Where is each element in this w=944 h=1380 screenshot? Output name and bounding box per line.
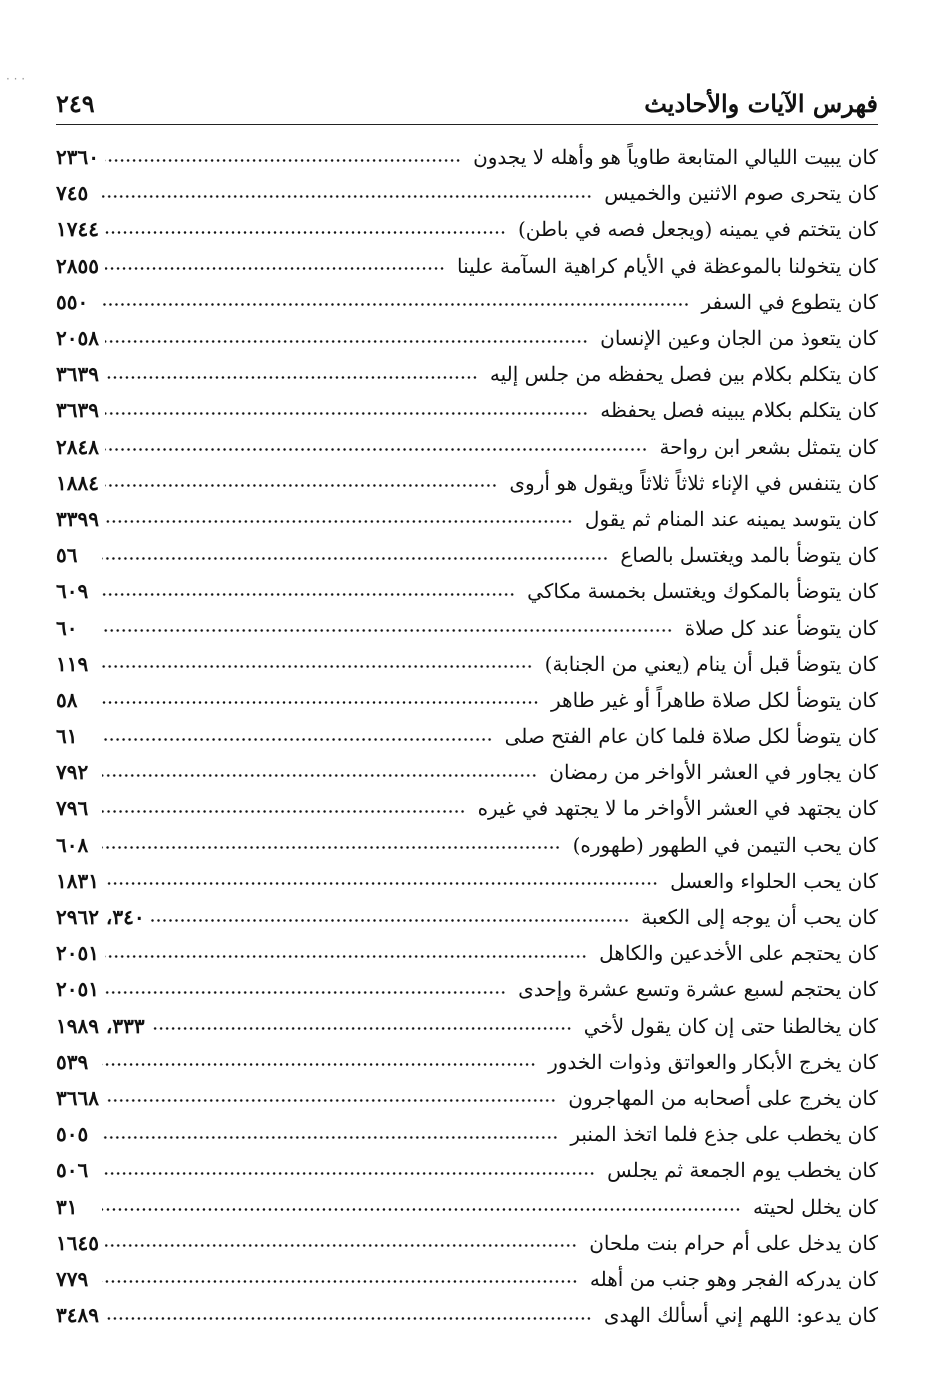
entry-text: كان يتكلم بكلام بين فصل يحفظه من جلس إليه bbox=[489, 362, 878, 387]
entry-text: كان يتطوع في السفر bbox=[701, 289, 878, 314]
entry-text: كان يخطب يوم الجمعة ثم يجلس bbox=[607, 1158, 878, 1183]
index-entry bbox=[56, 754, 878, 790]
entry-reference-number: ١٦٤٥ bbox=[56, 1230, 99, 1255]
entry-reference-number: ٢٠٥١ bbox=[56, 977, 99, 1002]
entry-text: كان يتختم في يمينه (ويجعل فصه في باطن) bbox=[517, 217, 878, 242]
index-entry bbox=[56, 248, 878, 284]
entry-text: كان يخرج الأبكار والعواتق وذوات الخدور bbox=[548, 1049, 878, 1074]
dot-leader bbox=[105, 1317, 592, 1320]
entry-reference-number: ٢٨٥٥ bbox=[56, 253, 99, 278]
entry-text: كان يتوضأ عند كل صلاة bbox=[684, 615, 878, 640]
dot-leader bbox=[102, 1280, 578, 1283]
index-entry bbox=[56, 1188, 878, 1224]
entry-reference-number: ٧٩٦ bbox=[56, 796, 89, 821]
entry-reference-number: ٢٨٤٨ bbox=[56, 434, 99, 459]
entry-text: كان يدخل على أم حرام بنت ملحان bbox=[589, 1230, 878, 1255]
entry-text: كان يتنفس في الإناء ثلاثاً ثلاثاً ويقول هو أروى bbox=[509, 470, 878, 495]
dot-leader bbox=[105, 267, 445, 270]
index-entry bbox=[56, 573, 878, 609]
entry-text: كان يحب التيمن في الطهور (طهوره) bbox=[572, 832, 878, 857]
dot-leader bbox=[105, 376, 478, 379]
dot-leader bbox=[105, 448, 648, 451]
dot-leader bbox=[105, 955, 587, 958]
index-entry bbox=[56, 1297, 878, 1333]
index-entry bbox=[56, 139, 878, 175]
entry-reference-number: ١٨٣١ bbox=[56, 868, 99, 893]
index-entry bbox=[56, 609, 878, 645]
dot-leader bbox=[105, 520, 573, 523]
entry-text: كان يجتهد في العشر الأواخر ما لا يجتهد في غيره bbox=[477, 796, 878, 821]
entry-text: كان يتمثل بشعر ابن رواحة bbox=[659, 434, 878, 459]
entry-reference-number: ٦١ bbox=[56, 724, 78, 749]
entry-reference-number: ٧٩٢ bbox=[56, 760, 89, 785]
entry-text: كان يتوضأ بالمكوك ويغتسل بخمسة مكاكي bbox=[527, 579, 878, 604]
entry-text: كان يحتجم على الأخدعين والكاهل bbox=[599, 941, 878, 966]
index-entry bbox=[56, 501, 878, 537]
entry-reference-number: ٥٣٩ bbox=[56, 1049, 89, 1074]
running-title: فهرس الآيات والأحاديث bbox=[644, 89, 878, 118]
header-rule bbox=[56, 124, 878, 125]
dot-leader bbox=[105, 1099, 556, 1102]
entry-reference-number: ٣١ bbox=[56, 1194, 78, 1219]
index-entry bbox=[56, 935, 878, 971]
page-number: ٢٤٩ bbox=[56, 89, 95, 118]
dot-leader bbox=[151, 1027, 572, 1030]
entry-text: كان يبيت الليالي المتابعة طاوياً هو وأهله لا يجدون bbox=[473, 145, 878, 170]
entry-reference-number: ٣٤٨٩ bbox=[56, 1303, 99, 1328]
dot-leader bbox=[102, 629, 673, 632]
index-entry bbox=[56, 1080, 878, 1116]
dot-leader bbox=[102, 774, 537, 777]
index-entry bbox=[56, 827, 878, 863]
index-entry bbox=[56, 899, 878, 935]
dot-leader bbox=[102, 738, 493, 741]
entry-text: كان يحب أن يوجه إلى الكعبة bbox=[641, 905, 878, 930]
entry-reference-number: ١١٩ bbox=[56, 651, 89, 676]
entry-text: كان يخلل لحيته bbox=[752, 1194, 878, 1219]
entry-reference-number: ٥٦ bbox=[56, 543, 78, 568]
index-entry bbox=[56, 320, 878, 356]
index-entry bbox=[56, 1008, 878, 1044]
index-entry bbox=[56, 537, 878, 573]
dot-leader bbox=[102, 1172, 595, 1175]
entry-reference-number: ٢٠٥١ bbox=[56, 941, 99, 966]
entry-reference-number: ٦٠ bbox=[56, 615, 78, 640]
entry-reference-number: ٣٦٦٨ bbox=[56, 1085, 99, 1110]
index-entries bbox=[56, 139, 878, 1333]
entry-reference-number: ٧٧٩ bbox=[56, 1266, 89, 1291]
dot-leader bbox=[102, 303, 689, 306]
dot-leader bbox=[102, 593, 515, 596]
index-entry bbox=[56, 1152, 878, 1188]
index-entry bbox=[56, 971, 878, 1007]
dot-leader bbox=[105, 1244, 577, 1247]
entry-reference-number: ٥٠٦ bbox=[56, 1158, 89, 1183]
dot-leader bbox=[105, 484, 497, 487]
entry-reference-number: ٣٣٣، ١٩٨٩ bbox=[56, 1013, 145, 1038]
entry-reference-number: ٦٠٨ bbox=[56, 832, 89, 857]
entry-reference-number: ٥٠٥ bbox=[56, 1122, 89, 1147]
entry-text: كان يتوضأ لكل صلاة طاهراً أو غير طاهر bbox=[551, 687, 878, 712]
entry-text: كان يتوضأ قبل أن ينام (يعني من الجنابة) bbox=[544, 651, 878, 676]
entry-reference-number: ٧٤٥ bbox=[56, 181, 89, 206]
entry-text: كان يدعو: اللهم إني أسألك الهدى bbox=[603, 1303, 878, 1328]
index-entry bbox=[56, 465, 878, 501]
index-entry bbox=[56, 1116, 878, 1152]
index-entry bbox=[56, 284, 878, 320]
dot-leader bbox=[105, 412, 588, 415]
index-entry bbox=[56, 429, 878, 465]
entry-text: كان يخالطنا حتى إن كان يقول لأخي bbox=[583, 1013, 878, 1038]
index-entry bbox=[56, 863, 878, 899]
dot-leader bbox=[105, 231, 506, 234]
index-entry bbox=[56, 646, 878, 682]
index-entry bbox=[56, 718, 878, 754]
entry-reference-number: ١٨٨٤ bbox=[56, 470, 99, 495]
entry-reference-number: ٣٣٩٩ bbox=[56, 506, 99, 531]
dot-leader bbox=[102, 665, 533, 668]
entry-reference-number: ١٧٤٤ bbox=[56, 217, 99, 242]
dot-leader bbox=[105, 991, 506, 994]
page-header bbox=[56, 74, 878, 118]
entry-reference-number: ٣٤٠، ٢٩٦٢ bbox=[56, 905, 145, 930]
entry-reference-number: ٣٦٣٩ bbox=[56, 362, 99, 387]
dot-leader bbox=[102, 557, 608, 560]
entry-reference-number: ٢٠٥٨ bbox=[56, 326, 99, 351]
dot-leader bbox=[102, 195, 592, 198]
scan-mark: · · · bbox=[6, 72, 26, 86]
entry-text: كان يخرج على أصحابه من المهاجرون bbox=[568, 1085, 878, 1110]
entry-reference-number: ٥٨ bbox=[56, 687, 78, 712]
dot-leader bbox=[151, 919, 630, 922]
entry-reference-number: ٦٠٩ bbox=[56, 579, 89, 604]
entry-text: كان يحتجم لسبع عشرة وتسع عشرة وإحدى bbox=[518, 977, 878, 1002]
entry-text: كان يتوسد يمينه عند المنام ثم يقول bbox=[584, 506, 878, 531]
index-entry bbox=[56, 682, 878, 718]
index-entry bbox=[56, 356, 878, 392]
dot-leader bbox=[102, 810, 466, 813]
dot-leader bbox=[102, 701, 539, 704]
dot-leader bbox=[102, 846, 561, 849]
entry-reference-number: ٥٥٠ bbox=[56, 289, 89, 314]
dot-leader bbox=[105, 159, 461, 162]
dot-leader bbox=[102, 1063, 536, 1066]
index-entry bbox=[56, 175, 878, 211]
entry-text: كان يخطب على جذع فلما اتخذ المنبر bbox=[570, 1122, 878, 1147]
entry-text: كان يتخولنا بالموعظة في الأيام كراهية السآمة علينا bbox=[457, 253, 878, 278]
entry-text: كان يتعوذ من الجان وعين الإنسان bbox=[600, 326, 878, 351]
dot-leader bbox=[105, 882, 658, 885]
index-entry bbox=[56, 1225, 878, 1261]
entry-text: كان يتحرى صوم الاثنين والخميس bbox=[604, 181, 878, 206]
dot-leader bbox=[105, 340, 588, 343]
index-entry bbox=[56, 211, 878, 247]
dot-leader bbox=[102, 1208, 741, 1211]
entry-reference-number: ٣٦٣٩ bbox=[56, 398, 99, 423]
index-entry bbox=[56, 790, 878, 826]
index-entry bbox=[56, 392, 878, 428]
entry-text: كان يتوضأ بالمد ويغتسل بالصاع bbox=[620, 543, 878, 568]
entry-text: كان يحب الحلواء والعسل bbox=[670, 868, 878, 893]
entry-text: كان يتوضأ لكل صلاة فلما كان عام الفتح صلى bbox=[504, 724, 878, 749]
dot-leader bbox=[102, 1136, 558, 1139]
index-entry bbox=[56, 1044, 878, 1080]
entry-reference-number: ٢٣٦٠ bbox=[56, 145, 99, 170]
index-entry bbox=[56, 1261, 878, 1297]
entry-text: كان يدركه الفجر وهو جنب من أهله bbox=[589, 1266, 878, 1291]
entry-text: كان يجاور في العشر الأواخر من رمضان bbox=[549, 760, 878, 785]
entry-text: كان يتكلم بكلام يبينه فصل يحفظه bbox=[600, 398, 878, 423]
